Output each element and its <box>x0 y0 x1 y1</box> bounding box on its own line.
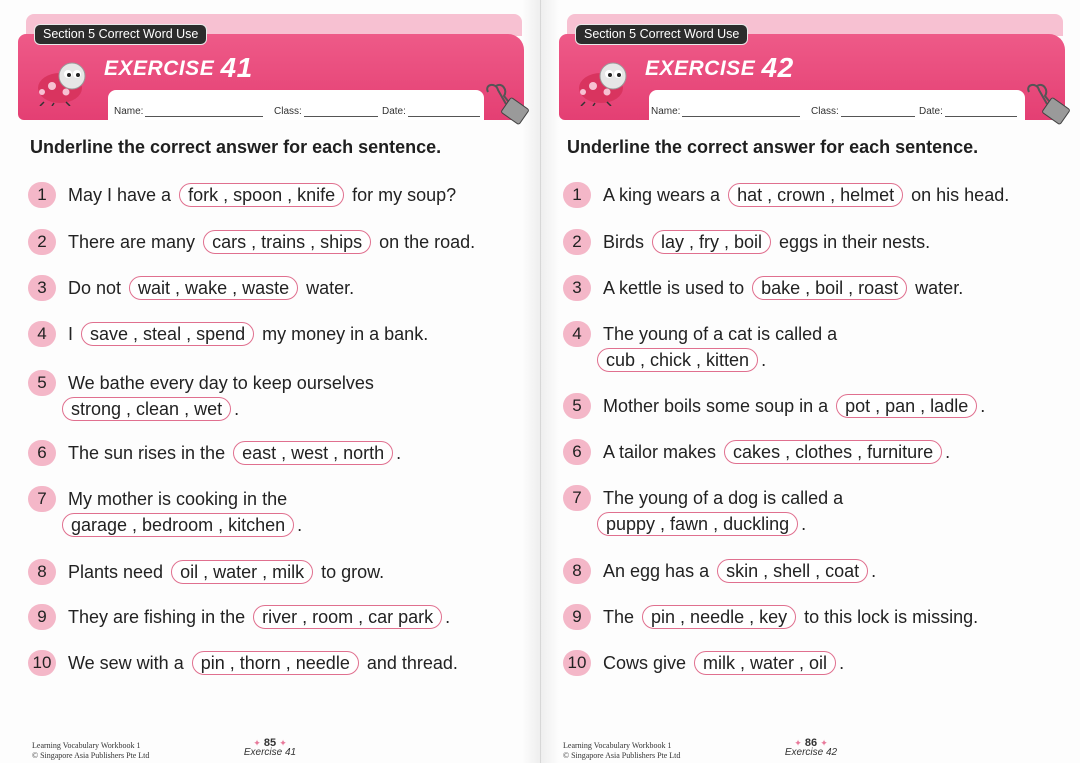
publisher-credit: Learning Vocabulary Workbook 1 © Singapore Asia Publishers Pte Ltd <box>563 741 681 760</box>
answer-options[interactable]: milk , water , oil <box>694 651 836 675</box>
footer-exercise-label: Exercise 41 <box>243 747 297 758</box>
question-text-end: . <box>980 396 986 416</box>
question-text-end: . <box>761 350 767 370</box>
question-text: There are many <box>68 232 201 252</box>
answer-options[interactable]: pin , needle , key <box>642 605 796 629</box>
name-field[interactable]: Name: <box>651 106 800 117</box>
answer-options[interactable]: cars , trains , ships <box>203 230 371 254</box>
question-text: Birds <box>603 232 650 252</box>
question-number: 5 <box>563 393 591 419</box>
question-text: Cows give <box>603 653 692 673</box>
question-number: 4 <box>563 321 591 347</box>
binder-clip-icon <box>482 82 534 128</box>
question-text: We sew with a <box>68 653 189 673</box>
answer-options[interactable]: fork , spoon , knife <box>179 183 344 207</box>
question-number: 10 <box>563 650 591 676</box>
question-text: They are fishing in the <box>68 607 251 627</box>
answer-options[interactable]: pin , thorn , needle <box>192 651 359 675</box>
question-text: My mother is cooking in the <box>68 489 288 509</box>
question-text: The <box>603 607 640 627</box>
question-text-end: . <box>445 607 451 627</box>
instruction: Underline the correct answer for each sentence. <box>567 137 979 157</box>
question-text: A kettle is used to <box>603 278 750 298</box>
question-text-end: to grow. <box>316 562 385 582</box>
question-text: Do not <box>68 278 127 298</box>
question-text-end: . <box>396 443 402 463</box>
exercise-number: 42 <box>761 52 794 83</box>
question-text: The young of a cat is called a <box>603 324 838 344</box>
ladybug-mascot-icon <box>571 58 633 106</box>
class-field[interactable]: Class: <box>274 106 378 117</box>
class-field[interactable]: Class: <box>811 106 915 117</box>
answer-options[interactable]: pot , pan , ladle <box>836 394 977 418</box>
answer-options[interactable]: oil , water , milk <box>171 560 313 584</box>
publisher-credit: Learning Vocabulary Workbook 1 © Singapore Asia Publishers Pte Ltd <box>32 741 150 760</box>
question-text: Mother boils some soup in a <box>603 396 834 416</box>
answer-options[interactable]: cub , chick , kitten <box>597 348 758 372</box>
answer-options[interactable]: cakes , clothes , furniture <box>724 440 942 464</box>
answer-options[interactable]: east , west , north <box>233 441 393 465</box>
question-text: The young of a dog is called a <box>603 488 844 508</box>
date-field[interactable]: Date: <box>919 106 1017 117</box>
question-text-end: . <box>234 399 240 419</box>
exercise-title <box>104 50 253 82</box>
question-number: 1 <box>563 182 591 208</box>
answer-options[interactable]: save , steal , spend <box>81 322 254 346</box>
question-number: 2 <box>28 229 56 255</box>
ladybug-mascot-icon <box>30 58 92 106</box>
answer-options[interactable]: wait , wake , waste <box>129 276 298 300</box>
question-number: 9 <box>28 604 56 630</box>
question-text-end: . <box>871 561 877 581</box>
question-number: 7 <box>563 485 591 511</box>
page-gutter-shadow <box>541 0 559 763</box>
question-text: A king wears a <box>603 185 726 205</box>
question-text-end: water. <box>301 278 355 298</box>
question-text-end: . <box>801 514 807 534</box>
date-field[interactable]: Date: <box>382 106 480 117</box>
answer-options[interactable]: river , room , car park <box>253 605 442 629</box>
question-text-end: water. <box>910 278 964 298</box>
question-text-end: on the road. <box>374 232 476 252</box>
answer-options[interactable]: skin , shell , coat <box>717 559 868 583</box>
question-text: Plants need <box>68 562 169 582</box>
page-number: ✦ 85 ✦ Exercise 41 <box>0 737 540 758</box>
answer-options[interactable]: hat , crown , helmet <box>728 183 903 207</box>
question-text-end: . <box>839 653 845 673</box>
question-text-end: my money in a bank. <box>257 324 429 344</box>
question-text-end: for my soup? <box>347 185 457 205</box>
exercise-number: 41 <box>220 52 253 83</box>
question-text: The sun rises in the <box>68 443 231 463</box>
question-text-end: on his head. <box>906 185 1010 205</box>
question-text-end: . <box>945 442 951 462</box>
page-number: ✦ 86 ✦ Exercise 42 <box>541 737 1080 758</box>
question-number: 6 <box>28 440 56 466</box>
question-number: 5 <box>28 370 56 396</box>
question-text-end: eggs in their nests. <box>774 232 931 252</box>
question-text: May I have a <box>68 185 177 205</box>
exercise-title <box>645 50 794 82</box>
answer-options[interactable]: puppy , fawn , duckling <box>597 512 798 536</box>
answer-options[interactable]: strong , clean , wet <box>62 397 231 421</box>
section-label: Section 5 Correct Word Use <box>575 24 748 45</box>
answer-options[interactable]: lay , fry , boil <box>652 230 771 254</box>
name-field[interactable]: Name: <box>114 106 263 117</box>
answer-options[interactable]: bake , boil , roast <box>752 276 907 300</box>
question-number: 10 <box>28 650 56 676</box>
question-text-end: . <box>297 515 303 535</box>
exercise-word: EXERCISE <box>104 57 215 80</box>
question-number: 6 <box>563 439 591 465</box>
section-label: Section 5 Correct Word Use <box>34 24 207 45</box>
question-number: 3 <box>28 275 56 301</box>
workbook-page-right <box>540 0 1080 763</box>
question-text: An egg has a <box>603 561 715 581</box>
question-text: I <box>68 324 79 344</box>
question-number: 1 <box>28 182 56 208</box>
question-number: 4 <box>28 321 56 347</box>
footer-exercise-label: Exercise 42 <box>784 747 838 758</box>
instruction: Underline the correct answer for each sentence. <box>30 137 442 157</box>
exercise-word: EXERCISE <box>645 57 756 80</box>
question-number: 3 <box>563 275 591 301</box>
answer-options[interactable]: garage , bedroom , kitchen <box>62 513 294 537</box>
question-number: 7 <box>28 486 56 512</box>
question-text: We bathe every day to keep ourselves <box>68 373 374 393</box>
question-text: A tailor makes <box>603 442 722 462</box>
question-number: 9 <box>563 604 591 630</box>
binder-clip-icon <box>1023 82 1075 128</box>
question-number: 8 <box>28 559 56 585</box>
question-text-end: and thread. <box>361 653 458 673</box>
question-number: 2 <box>563 229 591 255</box>
question-text-end: to this lock is missing. <box>799 607 979 627</box>
question-number: 8 <box>563 558 591 584</box>
